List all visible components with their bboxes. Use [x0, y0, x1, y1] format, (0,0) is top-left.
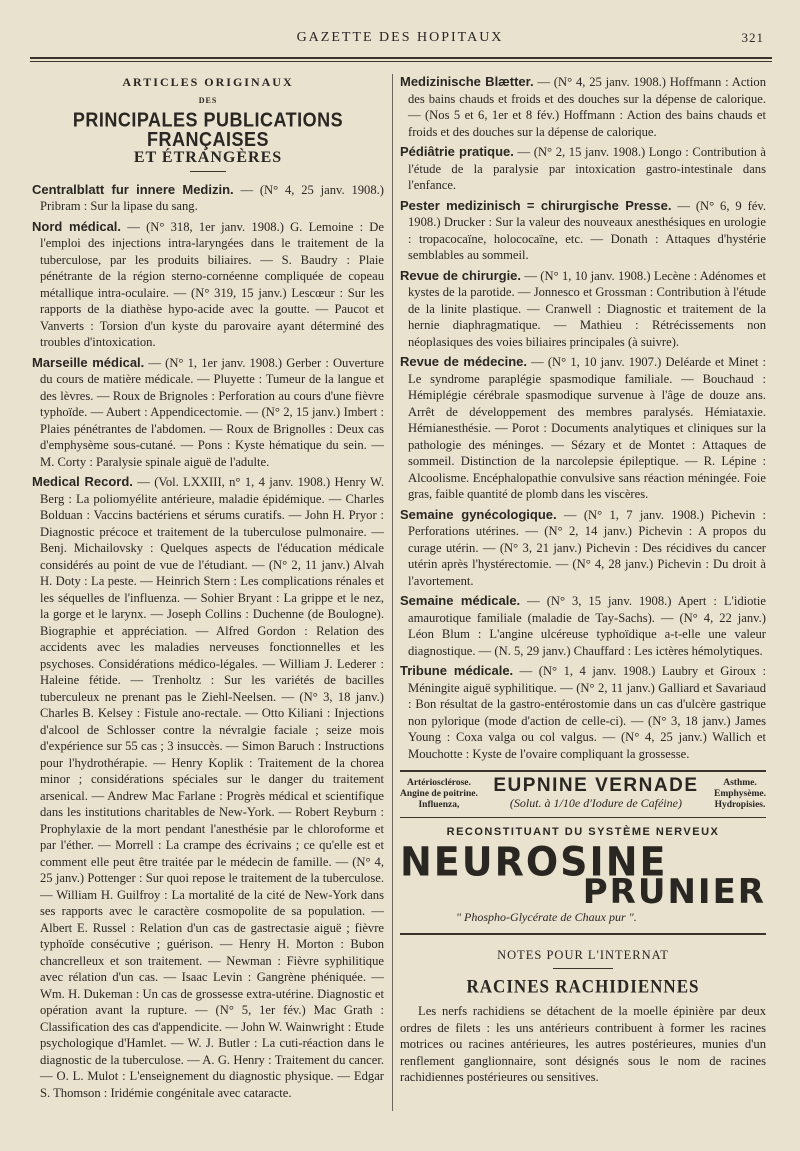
journal-entry — [400, 593, 766, 659]
journal-text: — (N° 1, 7 janv. 1908.) Pichevin : Perforations utérines. — (N° 2, 14 janv.) Pichevin : A propos du curage utérin. — (N° 3, 21 janv.) Pichevin : Des récidives du cancer utérin après l'hystérectomie. — (N° 4, 28 janv.) Pichevin : Du droit à l'avortement. — [408, 507, 766, 588]
notes-paragraph: Les nerfs rachidiens se détachent de la moelle épinière par deux ordres de filets : les uns antérieurs contribuent à former les racines motrices ou racines antérieures, les autres postérieures, munies d'un renflement ganglionnaire, sont désignés sous le nom de racines rachidiennes postérieures ou sensitives. — [400, 1004, 766, 1084]
journal-text: — (N° 6, 9 fév. 1908.) Drucker : Sur la valeur des nouveaux anesthésiques en urologie : tropacocaïne, holococaïne, etc. — Donath : Attaques d'hystérie semblables au sommeil. — [408, 198, 766, 262]
journal-text: — (N° 1, 10 janv. 1907.) Deléarde et Minet : Le syndrome paraplégie spasmodique familiale. — Bouchaud : Hémiplégie cérébrale spasmodique survenue à l'âge de douze ans. Arrêt de développement des membres paralysés. Hémiataxie. Hémianesthésie. — Porot : Documents analytiques et cliniques sur la pathologie des méninges. — Sézary et de Montet : Attaques de sommeil. Distinction de la narcolepsie épileptique. — R. Lépine : Alcoolisme. Encéphalopathie convulsive sans réaction méningée. Foie gras, faible quantité de plomb dans les viscères. — [408, 355, 766, 501]
journal-name: Centralblatt fur innere Medizin. — [32, 181, 234, 197]
journal-name: Semaine médicale. — [400, 593, 521, 608]
journal-entry — [32, 474, 384, 1101]
journal-text: — (N° 4, 25 janv. 1908.) Hoffmann : Action des bains chauds et froids et des douches sur la dépense de calorique. — (Nos 5 et 6, 1er et 8 fév.) Hoffmann : Action des bains chauds et froids et des douches sur la dépense de calorique. — [408, 75, 767, 139]
journal-text: — (N° 1, 10 janv. 1908.) Lecène : Adénomes et kystes de la parotide. — Jonnesco et Grossman : Contribution à l'étude de la linite plastique. — Cranwell : Diagnostic et traitement de la hernie diaphragmatique. — Mathieu : Rétrécissements non néoplasiques des voies biliaires principales (à suivre). — [408, 268, 766, 349]
journal-entry — [400, 74, 766, 140]
section-heading-1: ARTICLES ORIGINAUX — [122, 75, 294, 89]
journal-name: Medical Record. — [32, 474, 133, 489]
journal-entry — [32, 219, 384, 351]
ad-indication: Influenza, — [418, 800, 460, 810]
left-column — [32, 74, 384, 1105]
ad-indications-left — [400, 778, 478, 811]
journal-entry — [400, 198, 766, 264]
ad-indications-right — [714, 778, 766, 811]
ad-indication: Asthme. — [723, 778, 757, 788]
journal-entry — [400, 268, 766, 351]
journal-title: GAZETTE DES HOPITAUX — [296, 30, 504, 45]
notes-title: RACINES RACHIDIENNES — [466, 975, 700, 997]
section-heading-3: PRINCIPALES PUBLICATIONS FRANÇAISES — [72, 108, 344, 151]
section-heading-4: ET ÉTRANGÈRES — [133, 149, 283, 166]
section-heading-2: DES — [198, 95, 218, 105]
running-header — [0, 30, 800, 50]
journal-text: — (N° 1, 4 janv. 1908.) Laubry et Giroux : Méningite aiguë syphilitique. — (N° 2, 11 janv.) Galliard et Savariaud : Bon résultat de la gastro-entérostomie dans un cas d'ulcère gastrique non pylorique (mode d'action de celle-ci). — (N° 3, 18 janv.) James Young : Coxa valga ou col valgus. — (N° 4, 25 janv.) Wallich et Mouchotte : Kyste de l'ovaire compliquant la grossesse. — [408, 664, 766, 761]
journal-name: Pédiâtrie pratique. — [400, 144, 514, 159]
ad-indication: Hydropisies. — [714, 800, 766, 810]
ad-tagline: RECONSTITUANT DU SYSTÈME NERVEUX — [446, 826, 720, 838]
journal-name: Revue de chirurgie. — [400, 267, 522, 283]
column-divider — [392, 74, 393, 1111]
short-rule — [190, 171, 226, 172]
ad-brand-block — [493, 775, 699, 811]
journal-entry — [400, 144, 766, 194]
journal-text: — (Vol. LXXIII, n° 1, 4 janv. 1908.) Henry W. Berg : La poliomyélite antérieure, maladie épidémique. — Charles Bolduan : Vaccins bactériens et sérums curatifs. — John H. Pryor : Diagnostic précoce et traitement de la tuberculose pulmonaire. — Benj. Michailovsky : Quelques aspects de l'éducation médicale considérés au point de vue de l'étudiant. — (N° 2, 11 janv.) Alvah H. Doty : La peste. — Heinrich Stern : Les complications rénales et les séquelles de l'influenza. — Sohier Bryant : La grippe et le nez, la gorge et le larynx. — Joseph Collins : Duchenne (de Boulogne). Biographie et appréciation. — Alfred Gordon : Relation des accidents avec les maladies nerveuses fonctionnelles et les psychoses. Considérations médico-légales. — William J. Lederer : Haleine fétide. — Trenholtz : Sur les variétés de bacilles tuberculeux ne prenant pas le Ziehl-Neelsen. — (N° 3, 18 janv.) Charles B. Kelsey : Fistule ano-rectale. — Otto Kiliani : Injections d'alcool de Schlosser contre la névralgie faciale ; seize mois d'expérience sur 55 cas ; 3 insuccès. — Simon Baruch : Instructions pour l'hydrothérapie. — Henry Koplik : Traitement de la chorea minor ; considérations spéciales sur le danger du traitement arsenical. — Andrew Mac Farlane : Progrès médical et scientifique dans les institutions charitables de New-York. — Robert Reyburn : Prophylaxie de la mort pendant l'anesthésie par le chloroforme et par l'éther. — Morrell : La crampe des écrivains ; ce qu'elle est et comment elle peut être traitée par le médecin de famille. — (N° 4, 25 janv.) Pottenger : Sur quoi repose le traitement de la tuberculose. — William H. Guilfroy : La mortalité de la cité de New-York dans ses rapports avec le caractère cosmopolite de sa population. — Albert E. Russel : Relation d'un cas de gastrectasie aiguë ; fièvre typhoïde consécutive ; guérison. — Henry H. Morton : Bubon chancrelleux et son traitement. — Newman : Fièvre syphilitique avec rélation d'un cas. — Isaac Levin : Gangrène phéniquée. — Wm. H. Dukeman : Un cas de grossesse extra-utérine. Diagnostic et opération avant la rupture. — (N° 5, 1er fév.) Mac Grath : Classification des cas d'appendicite. — John W. Wainwright : Etude psychologique d'Hamlet. — W. J. Butler : La cuti-réaction dans le diagnostic de la tuberculose. — A. G. Henry : Traitement du cancer. — O. L. Mulot : L'enseignement du diagnostic physique. — Edgar S. Thomson : Iridémie congénitale avec cataracte. — [40, 475, 384, 1100]
journal-name: Semaine gynécologique. — [400, 506, 557, 522]
journal-name: Nord médical. — [32, 218, 122, 234]
ad-prunier: PRUNIER — [582, 871, 766, 912]
journal-text: — (N° 2, 15 janv. 1908.) Longo : Contribution à l'étude de la paralysie par intoxication gastro-intestinale dans l'enfance. — [408, 145, 767, 192]
journal-text: — (N° 318, 1er janv. 1908.) G. Lemoine : De l'emploi des injections intra-laryngées dans le traitement de la tuberculose, par les produits biliaires. — S. Baudry : Plaie pénétrante de la région sterno-cornéenne compliquée de copeau métallique intra-oculaire. — (N° 319, 15 janv.) Lescœur : Sur les rapports de la diathèse hypo-acide avec la goutte. — Paucot et Vanverts : Torsion d'un kyste du parovaire ayant déterminé des troubles d'intoxication. — [40, 219, 384, 349]
ad-brand: EUPNINE VERNADE — [493, 775, 699, 796]
ad-phospho: " Phospho-Glycérate de Chaux pur ". — [456, 909, 637, 924]
ad-neurosine: NEUROSINE — [400, 838, 668, 885]
journal-entry — [400, 663, 766, 762]
ad-indication: Artériosclérose. — [406, 778, 471, 788]
ad-divider — [400, 817, 766, 818]
journal-name: Revue de médecine. — [400, 354, 527, 369]
page-number: 321 — [741, 30, 764, 45]
notes-heading: NOTES POUR L'INTERNAT — [497, 948, 669, 962]
header-rule — [30, 57, 772, 59]
header-rule-thin — [30, 61, 772, 62]
ad-brand-sub: (Solut. à 1/10e d'Iodure de Caféine) — [509, 795, 682, 810]
eupnine-ad — [400, 775, 766, 811]
journal-text: — (N° 3, 15 janv. 1908.) Apert : L'idiotie amaurotique familiale (maladie de Tay-Sachs). — (N° 4, 22 janv.) Léon Blum : L'angine ulcéreuse typhoïdique a-t-elle une valeur diagnostique. — (N. 5, 29 janv.) Chauffard : Les ictères hémolytiques. — [408, 594, 766, 658]
right-column — [400, 74, 766, 1086]
journal-name: Pester medizinisch = chirurgische Presse. — [400, 197, 672, 213]
short-rule — [553, 968, 613, 969]
journal-entry — [32, 182, 384, 215]
journal-entry — [32, 355, 384, 471]
journal-name: Marseille médical. — [32, 354, 145, 370]
ad-indication: Angine de poitrine. — [400, 789, 478, 799]
advertisement — [400, 770, 766, 935]
journal-entry — [400, 507, 766, 590]
ad-indication: Emphysème. — [713, 789, 766, 799]
journal-text: — (N° 4, 25 janv. 1908.) Pribram : Sur la lipase du sang. — [40, 182, 384, 213]
journal-name: Medizinische Blætter. — [400, 74, 534, 89]
journal-text: — (N° 1, 1er janv. 1908.) Gerber : Ouverture du cours de matière médicale. — Pluyette : Tumeur de la langue et des lèvres. — Roux de Brignoles : Perforation au cours d'une fièvre typhoïde. — Aubert : Appendicectomie. — (N° 2, 15 janv.) Imbert : Plaies pénétrantes de l'abdomen. — Roux de Brignolles : Deux cas d'emphysème sous-cutané. — Pons : Kyste hématique du sein. — M. Corty : Paralysie spinale aiguë de l'adulte. — [40, 355, 385, 469]
journal-name: Tribune médicale. — [400, 663, 514, 678]
journal-entry — [400, 354, 766, 503]
